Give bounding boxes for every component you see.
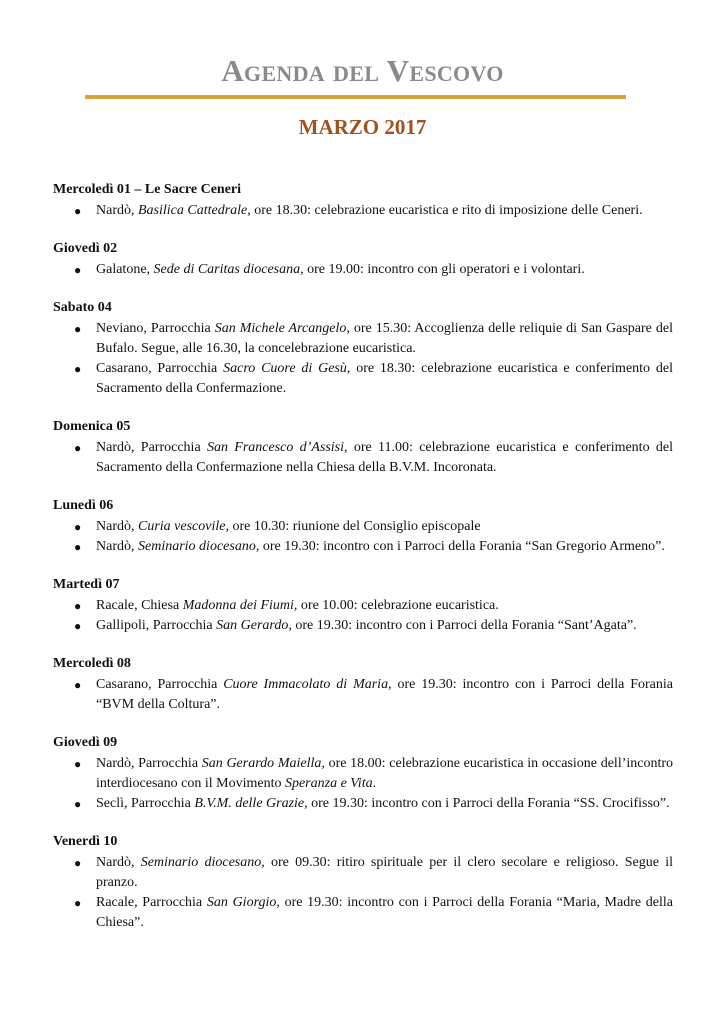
event-place: Sacro Cuore di Gesù <box>223 361 347 376</box>
agenda-day <box>53 654 673 715</box>
event-item <box>53 596 673 616</box>
event-text: , ore 19.30: incontro con i Parroci della Forania “San Gregorio Armeno”. <box>255 539 665 554</box>
event-item <box>53 853 673 893</box>
event-item <box>53 517 673 537</box>
event-item <box>53 537 673 557</box>
event-text: , ore 10.30: riunione del Consiglio episcopale <box>225 519 481 534</box>
title-divider <box>85 95 626 99</box>
event-place: Cuore Immacolato di Maria <box>223 677 389 692</box>
event-list <box>53 675 673 715</box>
bullet-icon: ● <box>74 204 82 218</box>
event-list <box>53 754 673 814</box>
event-text: , ore 18.30: celebrazione eucaristica e conferimento del Sacramento della Confermazione. <box>96 361 673 396</box>
event-list <box>53 438 673 478</box>
event-text: , ore 09.30: ritiro spirituale per il clero secolare e religioso. Segue il pranzo. <box>96 855 673 890</box>
event-place: Basilica Cattedrale <box>138 203 248 218</box>
event-text: Neviano, Parrocchia <box>96 321 215 336</box>
event-place: Speranza e Vita <box>284 776 373 791</box>
bullet-icon: ● <box>74 520 82 534</box>
agenda-day <box>53 239 673 280</box>
event-list <box>53 319 673 399</box>
event-text: Casarano, Parrocchia <box>96 361 224 376</box>
day-title: Domenica 05 <box>53 419 131 434</box>
day-title: Giovedì 09 <box>53 735 118 750</box>
event-text: , ore 19.30: incontro con i Parroci della Forania “SS. Crocifisso”. <box>304 796 670 811</box>
event-text: Nardò, <box>96 539 138 554</box>
event-text: , ore 19.30: incontro con i Parroci della Forania “Sant’Agata”. <box>288 618 637 633</box>
event-text: ore 18.00: celebrazione eucaristica in occasione dell’incontro interdiocesano con il Movimento <box>96 756 674 791</box>
bullet-icon: ● <box>74 540 82 554</box>
agenda-day <box>53 298 673 399</box>
event-item <box>53 438 673 478</box>
bullet-icon: ● <box>74 678 82 692</box>
agenda-day <box>53 575 673 636</box>
agenda-day <box>53 180 673 221</box>
event-place: San Gerardo Maiella, <box>201 756 325 771</box>
event-text: Nardò, <box>96 203 138 218</box>
agenda-day <box>53 832 673 933</box>
event-item <box>53 359 673 399</box>
event-text: , ore 19.30: incontro con i Parroci della Forania “BVM della Coltura”. <box>96 677 673 712</box>
event-text: Nardò, <box>96 855 141 870</box>
event-place: Seminario diocesano <box>140 855 262 870</box>
agenda-list <box>53 180 673 951</box>
bullet-icon: ● <box>74 362 82 376</box>
day-title: Martedì 07 <box>53 577 120 592</box>
bullet-icon: ● <box>74 619 82 633</box>
event-list <box>53 517 673 557</box>
bullet-icon: ● <box>74 441 82 455</box>
event-item <box>53 794 673 814</box>
event-item <box>53 201 673 221</box>
event-text: , ore 11.00: celebrazione eucaristica e conferimento del Sacramento della Confermazione nella Chiesa della B.V.M. Incoronata. <box>96 440 673 475</box>
day-title: Sabato 04 <box>53 300 112 315</box>
event-text: Casarano, Parrocchia <box>96 677 224 692</box>
month-heading: MARZO 2017 <box>298 115 427 139</box>
event-place: Sede di Caritas diocesana <box>153 262 301 277</box>
bullet-icon: ● <box>74 797 82 811</box>
event-text: Racale, Chiesa <box>96 598 183 613</box>
day-title: Lunedì 06 <box>53 498 114 513</box>
day-title: Venerdì 10 <box>53 834 118 849</box>
bullet-icon: ● <box>74 322 82 336</box>
event-text: . <box>372 776 377 791</box>
event-text: Racale, Parrocchia <box>96 895 207 910</box>
event-text: Seclì, Parrocchia <box>96 796 195 811</box>
bullet-icon: ● <box>74 263 82 277</box>
event-text: Nardò, Parrocchia <box>96 440 207 455</box>
page-title: Agenda del Vescovo <box>221 53 504 88</box>
event-text: Nardò, Parrocchia <box>96 756 202 771</box>
event-place: San Francesco d’Assisi <box>206 440 345 455</box>
event-place: Curia vescovile <box>138 519 226 534</box>
event-place: B.V.M. delle Grazie <box>194 796 305 811</box>
event-item <box>53 616 673 636</box>
event-place: San Gerardo <box>216 618 289 633</box>
event-item <box>53 319 673 359</box>
event-text: , ore 18.30: celebrazione eucaristica e rito di imposizione delle Ceneri. <box>247 203 643 218</box>
event-text: , ore 19.00: incontro con gli operatori e i volontari. <box>300 262 585 277</box>
event-place: San Giorgio <box>206 895 277 910</box>
event-list <box>53 853 673 933</box>
event-item <box>53 754 673 794</box>
bullet-icon: ● <box>74 757 82 771</box>
agenda-day <box>53 496 673 557</box>
event-place: Seminario diocesano <box>138 539 256 554</box>
event-text: Nardò, <box>96 519 138 534</box>
event-list <box>53 596 673 636</box>
event-text: , ore 10.00: celebrazione eucaristica. <box>293 598 499 613</box>
agenda-day <box>53 733 673 814</box>
bullet-icon: ● <box>74 896 82 910</box>
day-title: Giovedì 02 <box>53 241 118 256</box>
day-title: Mercoledì 01 – Le Sacre Ceneri <box>53 182 242 197</box>
event-place: Madonna dei Fiumi <box>182 598 294 613</box>
event-text: , ore 19.30: incontro con i Parroci della Forania “Maria, Madre della Chiesa”. <box>96 895 673 930</box>
event-text: Gallipoli, Parrocchia <box>96 618 217 633</box>
bullet-icon: ● <box>74 599 82 613</box>
agenda-day <box>53 417 673 478</box>
event-item <box>53 260 673 280</box>
event-item <box>53 893 673 933</box>
event-text: Galatone, <box>96 262 154 277</box>
event-list <box>53 260 673 280</box>
event-text: , ore 15.30: Accoglienza delle reliquie di San Gaspare del Bufalo. Segue, alle 16.30, la concelebrazione eucaristica. <box>96 321 673 356</box>
event-list <box>53 201 673 221</box>
event-item <box>53 675 673 715</box>
event-place: San Michele Arcangelo <box>214 321 347 336</box>
bullet-icon: ● <box>74 856 82 870</box>
day-title: Mercoledì 08 <box>53 656 131 671</box>
